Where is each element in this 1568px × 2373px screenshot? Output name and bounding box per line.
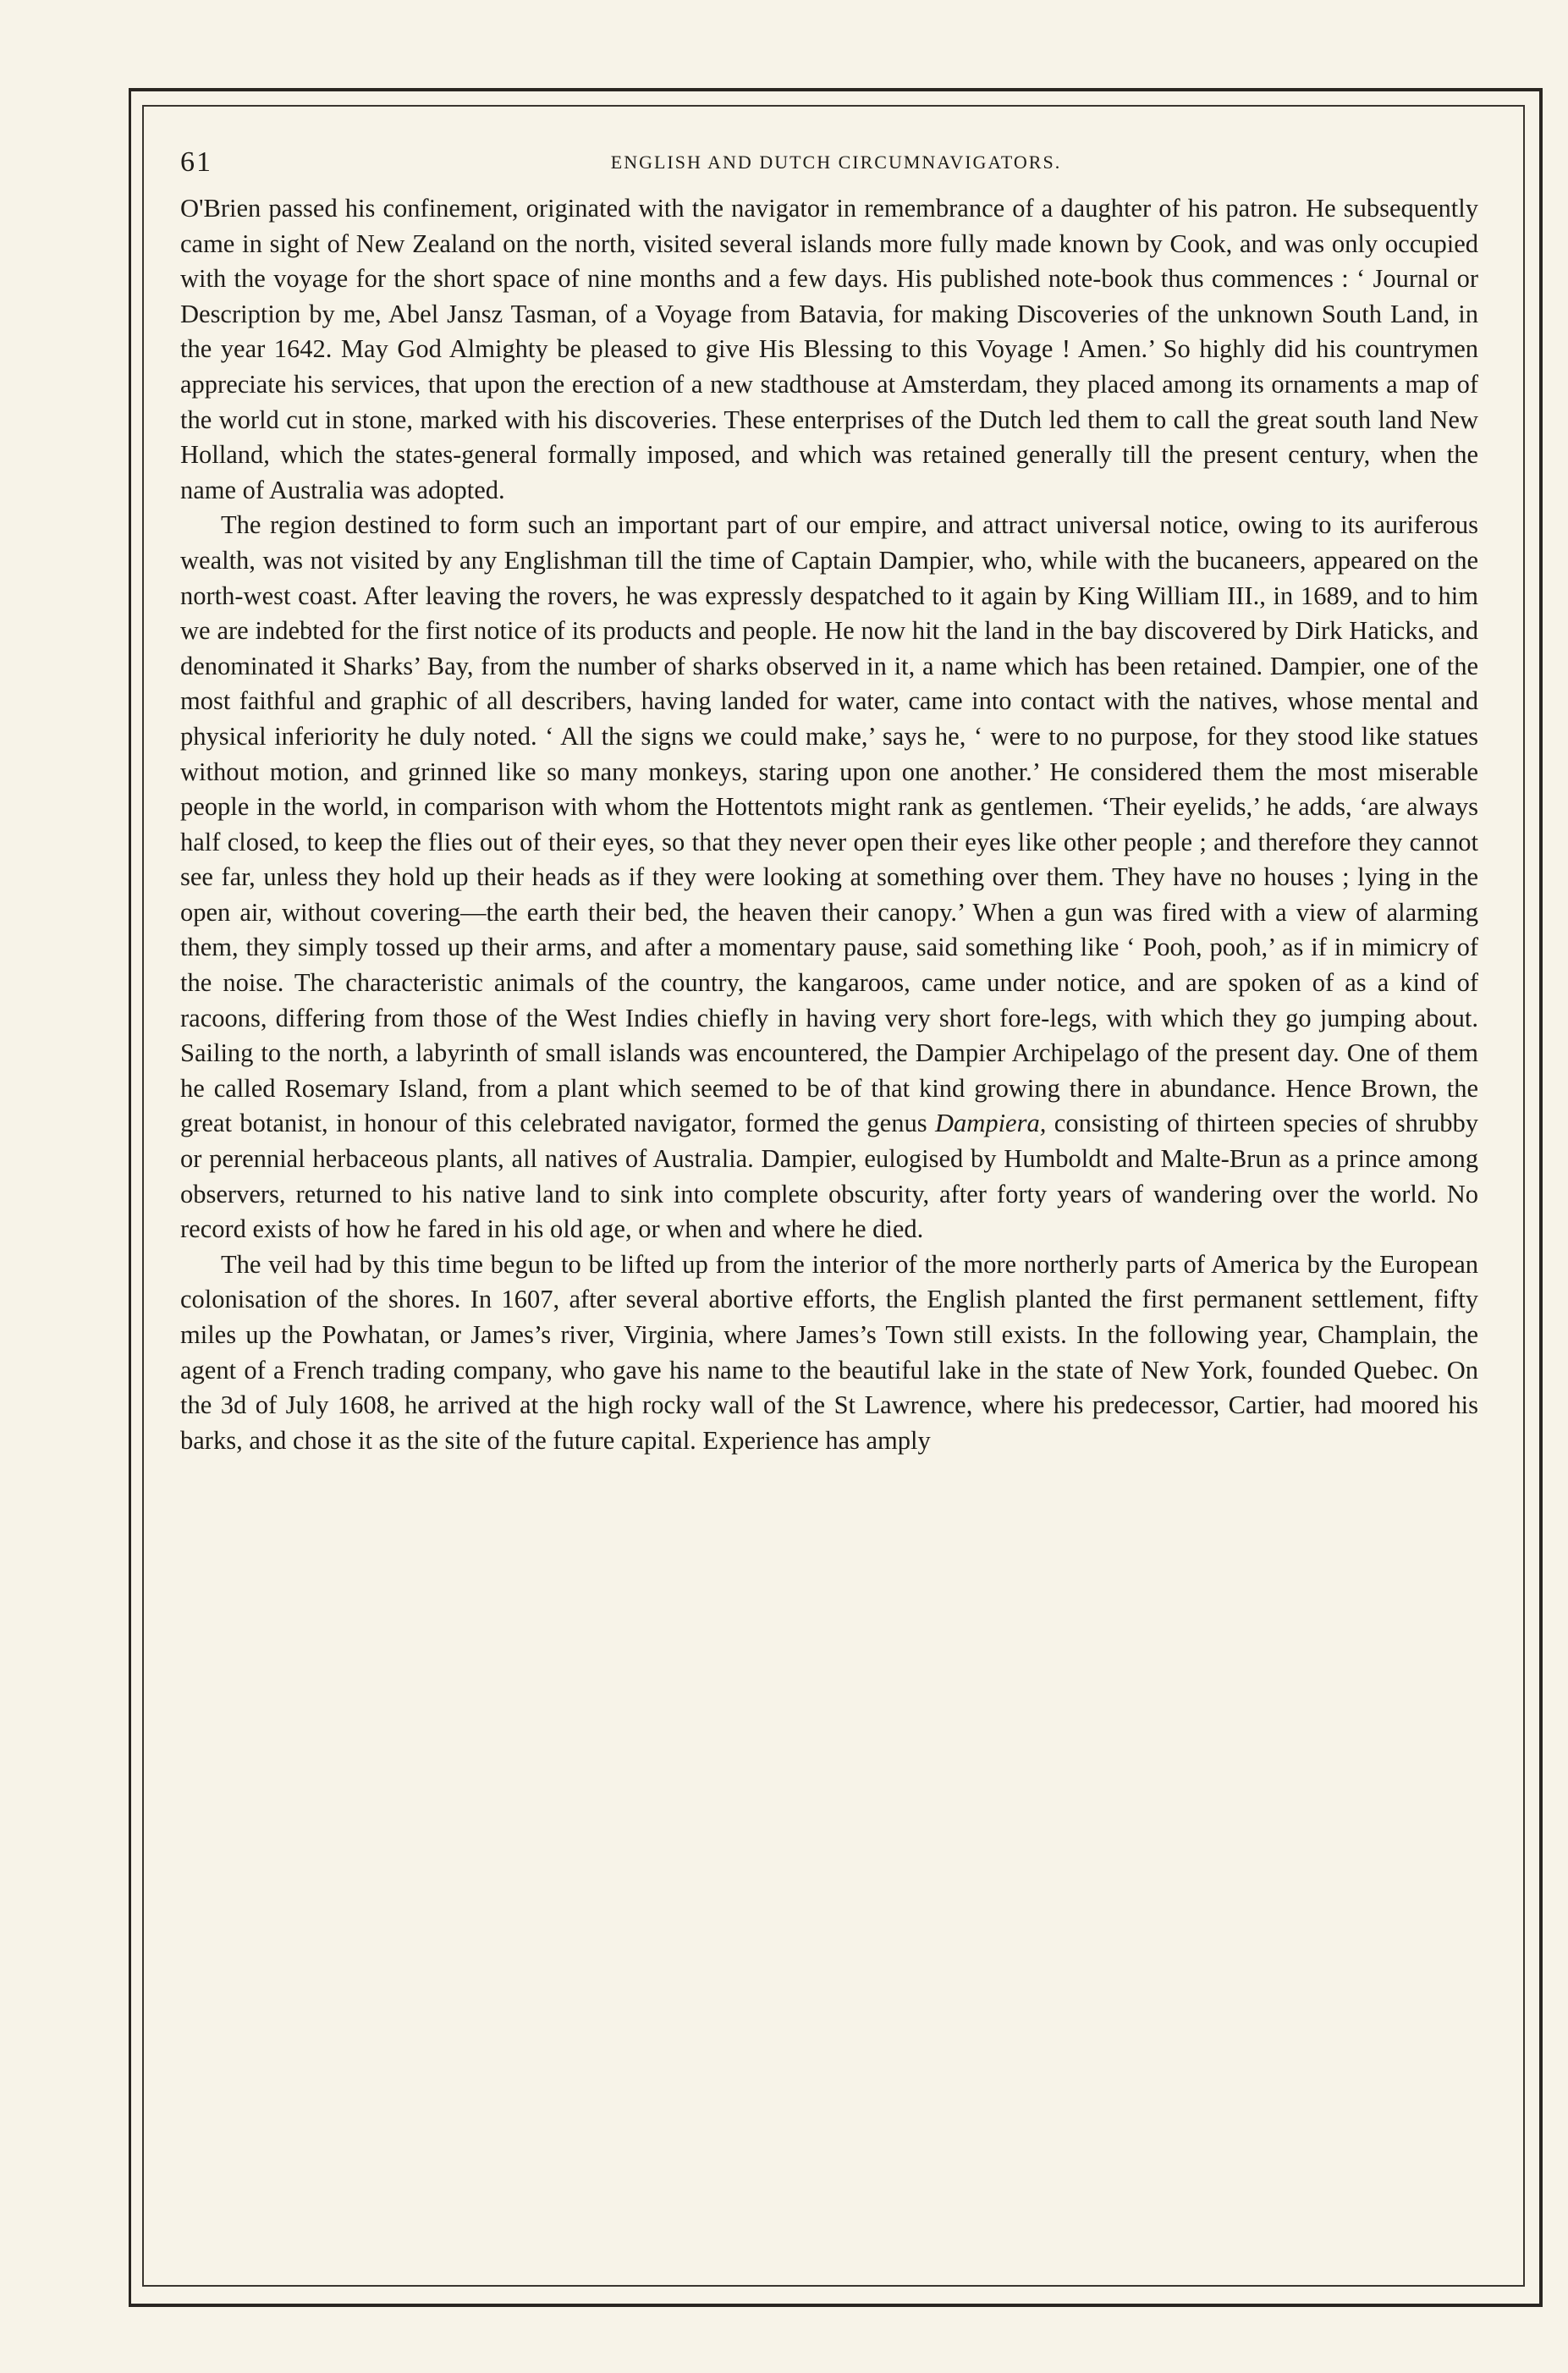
paragraph-2-text: The region destined to form such an important part of our empire, and attract universal notice, owing to its auriferous wealth, was not visited by any Englishman till the time of Captain Dampier, who, while with the bucaneers, appeared on the north-west coast. After leaving the rovers, he was expressly despatched to it again by King William III., in 1689, and to him we are indebted for the first notice of its products and people. He now hit the land in the bay discovered by Dirk Haticks, and denominated it Sharks’ Bay, from the number of sharks observed in it, a name which has been retained. Dampier, one of the most faithful and graphic of all describers, having landed for water, came into contact with the natives, whose mental and physical inferiority he duly noted. ‘ All the signs we could make,’ says he, ‘ were to no purpose, for they stood like statues without motion, and grinned like so many monkeys, staring upon one another.’ He considered them the most miserable people in the world, in comparison with whom the Hottentots might rank as gentlemen. ‘Their eyelids,’ he adds, ‘are always half closed, to keep the flies out of their eyes, so that they never open their eyes like other people ; and therefore they cannot see far, unless they hold up their heads as if they were looking at something over them. They have no houses ; lying in the open air, without covering—the earth their bed, the heaven their canopy.’ When a gun was fired with a view of alarming them, they simply tossed up their arms, and after a momentary pause, said something like ‘ Pooh, pooh,’ as if in mimicry of the noise. The characteristic animals of the country, the kangaroos, came under notice, and are spoken of as a kind of racoons, differing from those of the West Indies chiefly in having very short fore-legs, with which they go jumping about. Sailing to the north, a labyrinth of small islands was encountered, the Dampier Archipelago of the present day. One of them he called Rosemary Island, from a plant which seemed to be of that kind growing there in abundance. Hence Brown, the great botanist, in honour of this celebrated navigator, formed the genus	[180, 510, 1478, 1138]
paragraph-3-text: The veil had by this time begun to be lifted up from the interior of the more northerly parts of America by the European colonisation of the shores. In 1607, after several abortive efforts, the English planted the first permanent settlement, fifty miles up the Powhatan, or James’s river, Virginia, where James’s Town still exists. In the following year, Champlain, the agent of a French trading company, who gave his name to the beautiful lake in the state of New York, founded Quebec. On the 3d of July 1608, he arrived at the high rocky wall of the St Lawrence, where his predecessor, Cartier, had moored his barks, and chose it as the site of the future capital. Experience has amply	[180, 1249, 1478, 1455]
paragraph-1	[180, 191, 1478, 508]
paragraph-2	[180, 508, 1478, 1247]
paragraph-2-text-after: consisting of thirteen species of shrubby or perennial herbaceous plants, all natives of Australia. Dampier, eulogised by Humboldt and Malte-Brun as a prince among observers, returned to his native land to sink into complete obscurity, after forty years of wandering over the world. No record exists of how he fared in his old age, or when and where he died.	[180, 1109, 1479, 1244]
body-text	[180, 191, 1478, 1458]
paragraph-1-text: O'Brien passed his confinement, originated with the navigator in remembrance of a daughter of his patron. He subsequently came in sight of New Zealand on the north, visited several islands more fully made known by Cook, and was only occupied with the voyage for the short space of nine months and a few days. His published note-book thus commences : ‘ Journal or Description by me, Abel Jansz Tasman, of a Voyage from Batavia, for making Discoveries of the unknown South Land, in the year 1642. May God Almighty be pleased to give His Blessing to this Voyage ! Amen.’ So highly did his countrymen appreciate his services, that upon the erection of a new stadthouse at Amsterdam, they placed among its ornaments a map of the world cut in stone, marked with his discoveries. These enterprises of the Dutch led them to call the great south land New Holland, which the states-general formally imposed, and which was retained generally till the present century, when the name of Australia was adopted.	[180, 194, 1478, 504]
paragraph-3	[180, 1247, 1478, 1459]
page-number: 61	[180, 146, 212, 178]
running-head	[180, 146, 1492, 179]
genus-name: Dampiera,	[935, 1109, 1047, 1138]
running-title: ENGLISH AND DUTCH CIRCUMNAVIGATORS.	[610, 151, 1062, 173]
